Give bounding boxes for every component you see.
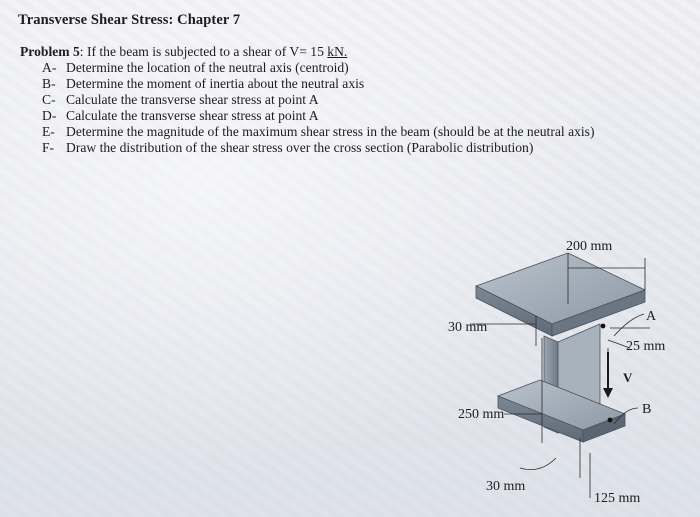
dim-flange-thickness-label: 30 mm <box>448 320 488 335</box>
point-b-marker <box>608 418 613 423</box>
dim-web-height-label: 250 mm <box>458 407 505 422</box>
dim-bottom-offset-label: 125 mm <box>594 491 641 506</box>
dim-web-thickness-label: 30 mm <box>486 479 526 494</box>
problem-item-f <box>20 140 660 156</box>
item-letter: C- <box>42 92 56 107</box>
problem-label: Problem 5 <box>20 44 80 59</box>
item-letter: A- <box>42 60 57 75</box>
problem-item-d <box>20 108 660 124</box>
problem-intro-unit: kN. <box>327 44 348 59</box>
item-text: Calculate the transverse shear stress at point A <box>66 92 319 107</box>
dim-point-a-depth-label: 25 mm <box>626 339 666 354</box>
point-a-label: A <box>646 309 657 324</box>
problem-statement <box>20 44 660 156</box>
problem-item-e <box>20 124 606 140</box>
item-text: Determine the moment of inertia about the neutral axis <box>66 76 365 91</box>
problem-intro-text: : If the beam is subjected to a shear of V= 15 <box>79 44 328 59</box>
problem-item-c <box>20 92 660 108</box>
problem-item-a <box>20 60 660 76</box>
point-a-marker <box>601 324 606 329</box>
item-letter: F- <box>42 140 55 155</box>
problem-intro <box>20 44 660 60</box>
item-letter: E- <box>42 124 55 139</box>
item-letter: D- <box>42 108 57 123</box>
item-text: Draw the distribution of the shear stress over the cross section (Parabolic distribution) <box>66 140 534 155</box>
item-letter: B- <box>42 76 56 91</box>
problem-item-b <box>20 76 660 92</box>
top-flange-top-face <box>476 253 645 324</box>
shear-arrow <box>603 352 613 398</box>
shear-label: V <box>623 370 633 385</box>
item-text: Determine the location of the neutral axis (centroid) <box>66 60 349 75</box>
page-title: Transverse Shear Stress: Chapter 7 <box>18 12 241 28</box>
dim-top-width-label: 200 mm <box>566 239 613 254</box>
point-b-label: B <box>642 402 652 417</box>
item-text: Calculate the transverse shear stress at point A <box>66 108 319 123</box>
item-text: Determine the magnitude of the maximum shear stress in the beam (should be at the neutral axis) <box>66 124 595 139</box>
beam-figure <box>440 228 690 513</box>
